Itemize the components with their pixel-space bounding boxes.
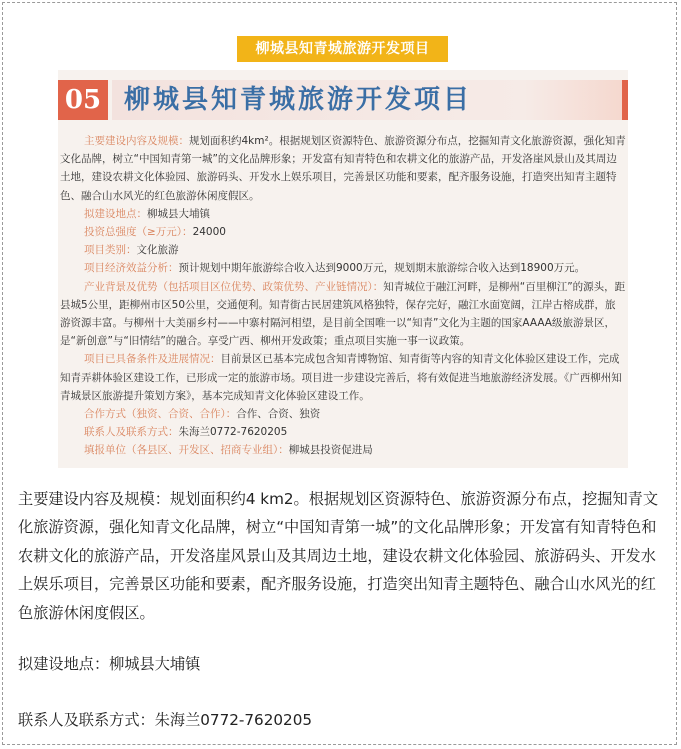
detail-background — [60, 278, 626, 351]
project-details — [60, 132, 626, 460]
location-label: 拟建设地点： — [84, 207, 147, 220]
category-value: 文化旅游 — [136, 244, 179, 257]
scope-value: 规划面积约4km²。根据规划区资源特色、旅游资源分布点，挖掘知青文化旅游资源，强化知青文化品牌，树立“中国知青第一城”的文化品牌形象；开发富有知青特色和农耕文化的旅游产品，开发洛崖风景山及其周边土地，建设农耕文化体验园、旅游码头、开发水上娱乐项目，完善景区功能和要素，配齐服务设施，打造突出知青主题特色、融合山水风光的红色旅游休闲度假区。 — [60, 135, 626, 202]
category-label: 项目类别： — [84, 244, 137, 257]
contact-value: 朱海兰0772-7620205 — [178, 426, 288, 439]
contact-paragraph: 联系人及联系方式：朱海兰0772-7620205 — [18, 711, 313, 729]
detail-cooperation — [60, 405, 626, 423]
benefit-value: 预计规划中期年旅游综合收入达到9000万元，规划期末旅游综合收入达到18900万元。 — [178, 262, 586, 275]
cooperation-value: 合作、合资、独资 — [236, 408, 321, 421]
detail-unit — [60, 441, 626, 459]
investment-label: 投资总强度（≥万元）： — [84, 226, 193, 239]
location-value: 柳城县大埔镇 — [147, 207, 210, 220]
unit-label: 填报单位（各县区、开发区、招商专业组）： — [84, 444, 289, 457]
investment-value: 24000 — [192, 226, 226, 239]
contact-label: 联系人及联系方式： — [84, 426, 179, 439]
detail-progress — [60, 350, 626, 405]
detail-location — [60, 205, 626, 223]
cooperation-label: 合作方式（独资、合资、合作）： — [84, 408, 237, 421]
location-paragraph: 拟建设地点：柳城县大埔镇 — [18, 655, 201, 673]
section-title-bar — [112, 80, 628, 120]
benefit-label: 项目经济效益分析： — [84, 262, 179, 275]
section-number: 05 — [58, 80, 108, 120]
section-title: 柳城县知青城旅游开发项目 — [124, 85, 473, 115]
detail-category — [60, 241, 626, 259]
background-value: 知青城位于融江河畔，是柳州“百里柳江”的源头，距县城5公里，距柳州市区50公里，交通便利。知青街古民居建筑风格独特，保存完好，融江水面宽阔，江岸古榕成群，旅游资源丰富。与柳州十大美丽乡村——中寨村隔河相望，是目前全国唯一以“知青”文化为主题的国家AAAA级旅游景区，是“新创意”与“旧情结”的融合。享受广西、柳州开发政策；重点项目实施一事一议政策。 — [60, 280, 626, 348]
unit-value: 柳城县投资促进局 — [288, 444, 373, 457]
scope-label: 主要建设内容及规模： — [84, 135, 189, 147]
scope-paragraph: 主要建设内容及规模：规划面积约4 km2。根据规划区资源特色、旅游资源分布点，挖掘知青文化旅游资源，强化知青文化品牌，树立“中国知青第一城”的文化品牌形象；开发富有知青特色和农耕文化的旅游产品，开发洛崖风景山及其周边土地，建设农耕文化体验园、旅游码头、开发水上娱乐项目，完善景区功能和要素，配齐服务设施，打造突出知青主题特色、融合山水风光的红色旅游休闲度假区。 — [18, 490, 659, 622]
section-header — [58, 80, 628, 120]
title-bar-accent — [622, 80, 628, 120]
detail-benefit — [60, 259, 626, 277]
detail-scope — [60, 132, 626, 205]
detail-contact — [60, 423, 626, 441]
article-body — [18, 485, 668, 729]
progress-value: 目前景区已基本完成包含知青博物馆、知青街等内容的知青文化体验区建设工作，完成知青弄耕体验区建设工作，已形成一定的旅游市场。项目进一步建设完善后，将有效促进当地旅游经济发展。《广西柳州知青城景区旅游提升策划方案》，基本完成知青文化体验区建设工作。 — [60, 353, 622, 402]
progress-label: 项目已具备条件及进展情况： — [84, 353, 221, 366]
project-banner: 柳城县知青城旅游开发项目 — [237, 36, 448, 62]
background-label: 产业背景及优势（包括项目区位优势、政策优势、产业链情况）： — [84, 280, 384, 293]
detail-investment — [60, 223, 626, 241]
